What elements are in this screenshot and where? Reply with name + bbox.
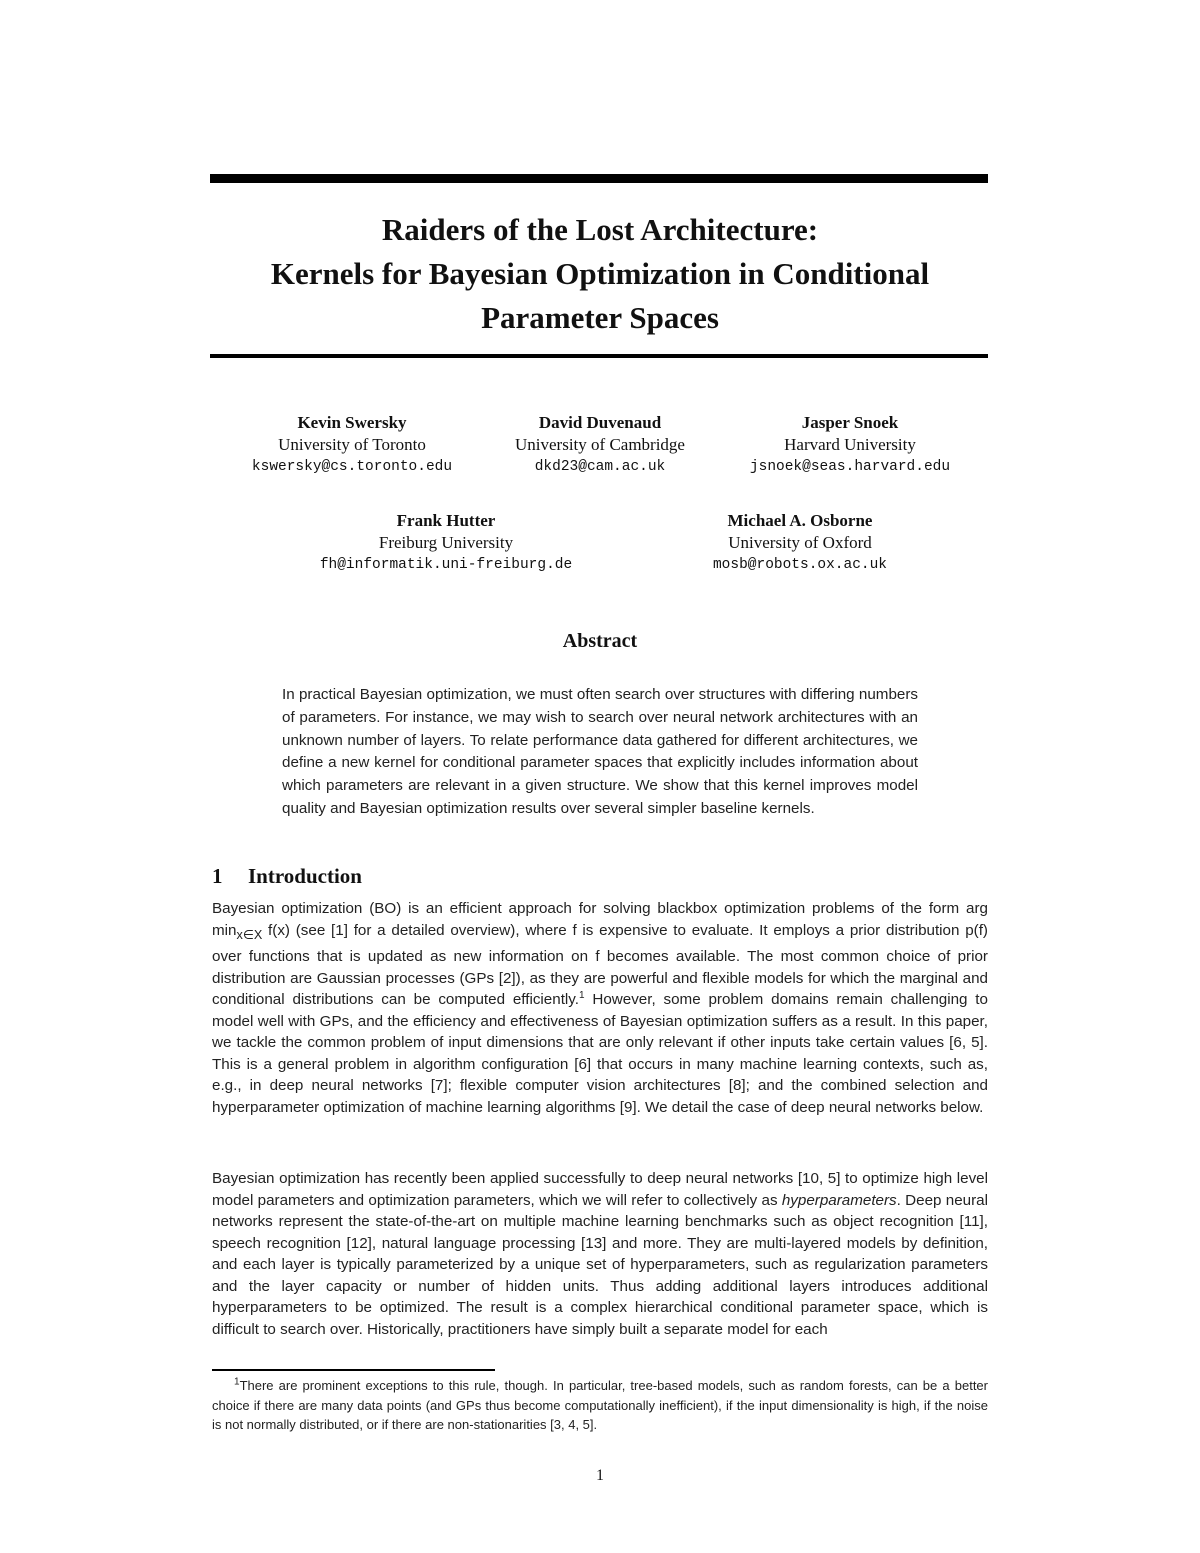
title-line-3: Parameter Spaces [481, 300, 719, 335]
abstract-heading: Abstract [562, 630, 638, 652]
author-affiliation: Harvard University [784, 435, 916, 454]
intro-paragraph-2 [212, 1168, 988, 1340]
author-name: David Duvenaud [538, 413, 662, 432]
author-affiliation: University of Toronto [278, 435, 426, 454]
paragraph-text: However, some problem domains remain challenging to model well with GPs, and the efficiency and effectiveness of Bayesian optimization suffers as a result. In this paper, we tackle the common problem of input dimensions that are only relevant if other inputs take certain values [6, 5]. This is a general problem in algorithm configuration [6] that occurs in many machine learning contexts, such as, e.g., in deep neural networks [7]; flexible computer vision architectures [8]; and the combined selection and hyperparameter optimization of machine learning algorithms [9]. We detail the case of deep neural networks below. [212, 991, 988, 1116]
title-top-rule [210, 174, 988, 183]
author-block [700, 412, 1000, 478]
section-heading [212, 864, 362, 889]
author-name: Kevin Swersky [297, 413, 407, 432]
title-line-2: Kernels for Bayesian Optimization in Conditional [270, 256, 930, 291]
author-affiliation: University of Cambridge [515, 435, 685, 454]
author-email[interactable]: dkd23@cam.ac.uk [534, 459, 666, 475]
title-line-1: Raiders of the Lost Architecture: [381, 212, 819, 247]
emphasized-term: hyperparameters [781, 1191, 897, 1209]
section-number: 1 [212, 864, 223, 888]
author-email[interactable]: jsnoek@seas.harvard.edu [749, 459, 951, 475]
footnote-mark: 1 [234, 1376, 240, 1388]
page-number: 1 [596, 1467, 604, 1484]
paragraph-text: Bayesian optimization (BO) is an efficient approach for solving blackbox optimization problems of the form arg min [212, 900, 988, 939]
author-email[interactable]: mosb@robots.ox.ac.uk [712, 557, 888, 573]
footnote-text: There are prominent exceptions to this rule, though. In particular, tree-based models, such as random forests, can be a better choice if there are many data points (and GPs thus become computationally inefficient), if the input dimensionality is high, if the noise is not normally distributed, or if there are non-stationarities [3, 4, 5]. [212, 1378, 988, 1432]
author-name: Jasper Snoek [801, 413, 899, 432]
footnote [212, 1376, 988, 1435]
title-bottom-rule [210, 354, 988, 358]
author-name: Frank Hutter [396, 511, 496, 530]
author-affiliation: University of Oxford [728, 533, 872, 552]
math-subscript: x∈X [236, 927, 263, 942]
section-title: Introduction [248, 864, 362, 888]
author-email[interactable]: kswersky@cs.toronto.edu [251, 459, 453, 475]
author-name: Michael A. Osborne [727, 511, 873, 530]
paragraph-text: . Deep neural networks represent the state-of-the-art on multiple machine learning benchmarks such as object recognition [11], speech recognition [12], natural language processing [13] and more. They are multi-layered models by definition, and each layer is typically parameterized by a unique set of hyperparameters, such as regularization parameters and the layer capacity or number of hidden units. Thus adding additional layers introduces additional hyperparameters to be optimized. The result is a complex hierarchical conditional parameter space, which is difficult to search over. Historically, practitioners have simply built a separate model for each [212, 1191, 988, 1338]
author-block [296, 510, 596, 576]
paper-title [150, 208, 1050, 340]
paragraph-text: f(x) (see [1] for a detailed overview), where f is expensive to evaluate. It employs a prior distribution p(f) over functions that is updated as new information on f becomes available. The most common choice of prior distribution are Gaussian processes (GPs [2]), as they are powerful and flexible models for which the marginal and conditional distributions can be computed efficiently. [212, 921, 988, 1009]
intro-paragraph-1 [212, 898, 988, 1118]
author-block [650, 510, 950, 576]
footnote-marker[interactable]: 1 [578, 989, 585, 1001]
footnote-rule [212, 1369, 495, 1371]
paragraph-text: Bayesian optimization has recently been applied successfully to deep neural networks [10, 5] to optimize high level model parameters and optimization parameters, which we will refer to collectively as [212, 1170, 988, 1209]
abstract-text: In practical Bayesian optimization, we must often search over structures with differing numbers of parameters. For instance, we may wish to search over neural network architectures with an unknown number of layers. To relate performance data gathered for different architectures, we define a new kernel for conditional parameter spaces that explicitly includes information about which parameters are relevant in a given structure. We show that this kernel improves model quality and Bayesian optimization results over several simpler baseline kernels. [282, 686, 918, 817]
author-email[interactable]: fh@informatik.uni-freiburg.de [319, 557, 573, 573]
author-affiliation: Freiburg University [378, 533, 514, 552]
